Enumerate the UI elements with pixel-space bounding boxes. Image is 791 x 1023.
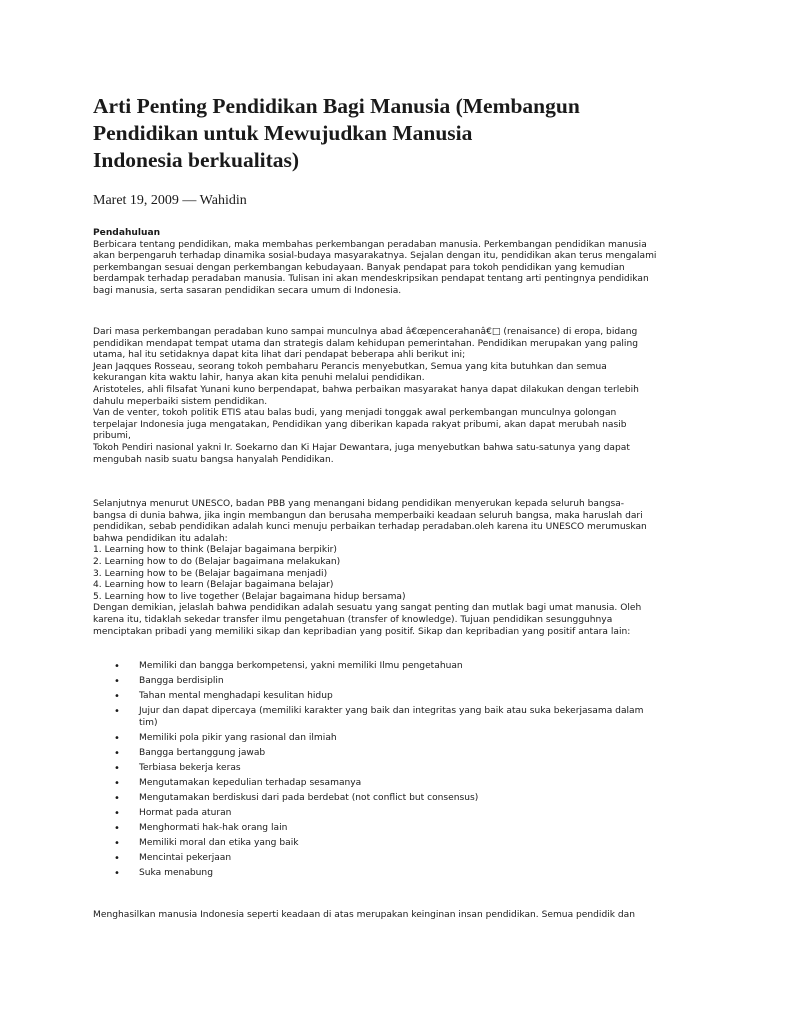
paragraph-line: Dengan demikian, jelaslah bahwa pendidikan adalah sesuatu yang sangat penting dan mutlak bagi umat manusia. Oleh (93, 603, 642, 614)
paragraph-line: pribumi, (93, 431, 131, 442)
numbered-item: 4. Learning how to learn (Belajar bagaimana belajar) (93, 580, 334, 591)
bullet-icon: • (114, 808, 120, 819)
paragraph-line: bagi manusia, serta sasaran pendidikan secara umum di Indonesia. (93, 285, 402, 296)
list-item-text (139, 778, 699, 790)
list-item-text (139, 763, 699, 775)
list-item-text (139, 853, 699, 865)
bullet-icon: • (114, 676, 120, 687)
paragraph-line: Jean Jaqques Rosseau, seorang tokoh pembaharu Perancis menyebutkan, Semua yang kita butuhkan dan semua (93, 361, 607, 372)
title-line: Indonesia berkualitas) (93, 148, 300, 172)
list-item-text (139, 661, 699, 673)
numbered-item: 2. Learning how to do (Belajar bagaimana melakukan) (93, 556, 341, 567)
list-item-line: Memiliki pola pikir yang rasional dan ilmiah (139, 733, 337, 743)
bullet-icon: • (114, 748, 120, 759)
list-item-line: Memiliki moral dan etika yang baik (139, 838, 299, 848)
section-heading: Pendahuluan (93, 228, 161, 238)
list-item-line: Tahan mental menghadapi kesulitan hidup (139, 691, 333, 701)
paragraph-line: perkembangan sesuai dengan perkembangan kebudayaan. Banyak pendapat para tokoh pendidikan yang kemudian (93, 262, 625, 273)
list-item-line: Terbiasa bekerja keras (139, 763, 241, 773)
list-item-line: Menghormati hak-hak orang lain (139, 823, 288, 833)
paragraph-line: Selanjutnya menurut UNESCO, badan PBB yang menangani bidang pendidikan menyerukan kepada seluruh bangsa- (93, 499, 625, 509)
paragraph-line: Berbicara tentang pendidikan, maka membahas perkembangan peradaban manusia. Perkembangan pendidikan manusia (93, 239, 647, 250)
post-meta: Maret 19, 2009 — Wahidin (93, 193, 247, 208)
bullet-icon: • (114, 706, 120, 717)
paragraph-line: kekurangan kita waktu lahir, hanya akan kita penuhi melalui pendidikan. (93, 373, 425, 384)
title-line: Pendidikan untuk Mewujudkan Manusia (93, 121, 473, 145)
bullet-icon: • (114, 691, 120, 702)
paragraph-line: Menghasilkan manusia Indonesia seperti keadaan di atas merupakan keinginan insan pendidikan. Semua pendidik dan (93, 910, 636, 920)
bullet-icon: • (114, 853, 120, 864)
paragraph-line: berdampak terhadap peradaban manusia. Tulisan ini akan mendeskripsikan pendapat tentang arti pentingnya pendidikan (93, 274, 649, 285)
article-title (93, 93, 693, 174)
list-item-text (139, 676, 699, 688)
bullet-icon: • (114, 763, 120, 774)
intro-section (93, 228, 713, 298)
paragraph-line: menciptakan pribadi yang memiliki sikap dan kepribadian yang positif. Sikap dan kepribadian yang positif antara lain: (93, 626, 631, 637)
list-item-text (139, 868, 699, 880)
bullet-icon: • (114, 733, 120, 744)
paragraph-line: akan berpengaruh terhadap dinamika sosial-budaya masyarakatnya. Sejalan dengan itu, pendidikan akan terus mengalami (93, 251, 657, 262)
numbered-item: 1. Learning how to think (Belajar bagaimana berpikir) (93, 545, 337, 556)
numbered-item: 5. Learning how to live together (Belajar bagaimana hidup bersama) (93, 591, 406, 602)
list-item-text (139, 793, 699, 805)
paragraph-line: bahwa pendidikan itu adalah: (93, 533, 228, 544)
paragraph-line: mengubah nasib suatu bangsa hanyalah Pendidikan. (93, 454, 334, 465)
paragraph-line: Dari masa perkembangan peradaban kuno sampai munculnya abad â€œpencerahanâ€□ (renaisance) di eropa, bidang (93, 327, 638, 337)
bullet-icon: • (114, 868, 120, 879)
list-item-line: Memiliki dan bangga berkompetensi, yakni memiliki Ilmu pengetahuan (139, 661, 463, 671)
paragraph-line: pendidikan, sebab pendidikan adalah kunci menuju perbaikan terhadap peradaban.oleh karena itu UNESCO merumuskan (93, 522, 647, 533)
bullet-icon: • (114, 778, 120, 789)
numbered-item: 3. Learning how to be (Belajar bagaimana menjadi) (93, 568, 328, 579)
paragraph-line: dahulu meperbaiki sistem pendidikan. (93, 396, 268, 407)
list-item-line: Bangga bertanggung jawab (139, 748, 266, 758)
history-paragraph (93, 327, 713, 466)
list-item-text (139, 706, 699, 729)
paragraph-line: Van de venter, tokoh politik ETIS atau balas budi, yang menjadi tonggak awal perkembangan munculnya golongan (93, 408, 617, 419)
list-item-text (139, 808, 699, 820)
paragraph-line: pendidikan mendapat tempat utama dan strategis dalam kehidupan pemerintahan. Pendidikan merupakan yang paling (93, 338, 638, 349)
list-item-line: Mencintai pekerjaan (139, 853, 232, 863)
list-item-line: Suka menabung (139, 868, 213, 878)
list-item-line: tim) (139, 717, 158, 728)
list-item-text (139, 823, 699, 835)
paragraph-line: karena itu, tidaklah sekedar transfer ilmu pengetahuan (transfer of knowledge). Tujuan pendidikan sesungguhnya (93, 614, 613, 625)
list-item-line: Hormat pada aturan (139, 808, 232, 818)
title-line: Arti Penting Pendidikan Bagi Manusia (Membangun (93, 94, 580, 118)
paragraph-line: bangsa di dunia bahwa, jika ingin membangun dan berusaha memperbaiki keadaan seluruh bangsa, maka haruslah dari (93, 510, 643, 521)
list-item-line: Jujur dan dapat dipercaya (memiliki karakter yang baik dan integritas yang baik atau suka bekerjasama dalam (139, 706, 644, 716)
bullet-icon: • (114, 793, 120, 804)
bullet-icon: • (114, 838, 120, 849)
paragraph-line: utama, hal itu setidaknya dapat kita lihat dari pendapat beberapa ahli berikut ini; (93, 350, 466, 361)
bullet-icon: • (114, 661, 120, 672)
unesco-paragraph (93, 499, 713, 638)
bullet-icon: • (114, 823, 120, 834)
list-item-line: Mengutamakan berdiskusi dari pada berdebat (not conflict but consensus) (139, 793, 479, 803)
list-item-line: Mengutamakan kepedulian terhadap sesamanya (139, 778, 362, 788)
closing-paragraph (93, 910, 713, 922)
paragraph-line: terpelajar Indonesia juga mengatakan, Pendidikan yang diberikan kapada rakyat pribumi, akan dapat merubah nasib (93, 419, 627, 430)
list-item-text (139, 691, 699, 703)
list-item-text (139, 838, 699, 850)
paragraph-line: Tokoh Pendiri nasional yakni Ir. Soekarno dan Ki Hajar Dewantara, juga menyebutkan bahwa satu-satunya yang dapat (93, 442, 630, 453)
paragraph-line: Aristoteles, ahli filsafat Yunani kuno berpendapat, bahwa perbaikan masyarakat hanya dapat dilakukan dengan terlebih (93, 384, 639, 395)
list-item-line: Bangga berdisiplin (139, 676, 224, 686)
list-item-text (139, 748, 699, 760)
list-item-text (139, 733, 699, 745)
